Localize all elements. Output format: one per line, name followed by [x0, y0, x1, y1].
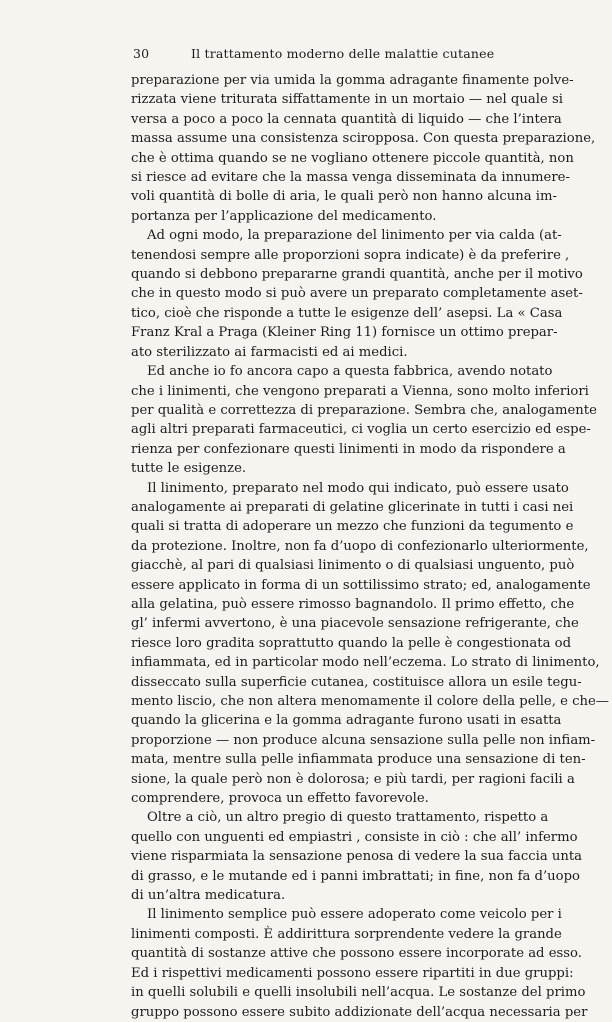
- text-line: da protezione. Inoltre, non fa d’uopo di confezionarlo ulteriormente,: [131, 538, 589, 554]
- text-line: versa a poco a poco la cennata quantità di liquido — che l’intera: [131, 111, 562, 127]
- text-line: quali si tratta di adoperare un mezzo che funzioni da tegumento e: [131, 519, 574, 535]
- text-line: Ed anche io fo ancora capo a questa fabbrica, avendo notato: [147, 364, 553, 380]
- text-line: sione, la quale però non è dolorosa; e più tardi, per ragioni facili a: [131, 771, 575, 787]
- text-line: agli altri preparati farmaceutici, ci voglia un certo esercizio ed espe-: [131, 422, 591, 438]
- text-line: Ed i rispettivi medicamenti possono essere ripartiti in due gruppi:: [131, 965, 574, 981]
- text-line: quello con unguenti ed empiastri , consiste in ciò : che all’ infermo: [131, 829, 578, 845]
- page-number: 30: [133, 46, 150, 61]
- text-line: che in questo modo si può avere un preparato completamente aset-: [131, 286, 583, 302]
- text-line: Franz Kral a Praga (Kleiner Ring 11) fornisce un ottimo prepar-: [131, 325, 558, 341]
- text-line: proporzione — non produce alcuna sensazione sulla pelle non infiam-: [131, 732, 596, 748]
- running-title: Il trattamento moderno delle malattie cutanee: [191, 46, 495, 61]
- text-line: infiammata, ed in particolar modo nell’eczema. Lo strato di linimento,: [131, 655, 600, 671]
- text-line: quando si debbono prepararne grandi quantità, anche per il motivo: [131, 267, 583, 283]
- text-line: in quelli solubili e quelli insolubili nell’acqua. Le sostanze del primo: [131, 985, 586, 1001]
- text-line: tutte le esigenze.: [131, 461, 247, 477]
- text-line: mento liscio, che non altera menomamente il colore della pelle, e che—: [131, 694, 609, 709]
- text-line: quantità di sostanze attive che possono essere incorporate ad esso.: [131, 946, 582, 962]
- text-line: che è ottima quando se ne vogliano ottenere piccole quantità, non: [131, 150, 574, 166]
- text-line: ato sterilizzato ai farmacisti ed ai medici.: [131, 344, 408, 360]
- text-line: linimenti composti. È addirittura sorprendente vedere la grande: [131, 926, 562, 942]
- text-line: rienza per confezionare questi linimenti in modo da rispondere a: [131, 441, 566, 457]
- text-line: comprendere, provoca un effetto favorevole.: [131, 791, 429, 807]
- text-line: quando la glicerina e la gomma adragante furono usati in esatta: [131, 713, 562, 729]
- text-line: alla gelatina, può essere rimosso bagnandolo. Il primo effetto, che: [131, 596, 575, 612]
- text-line: giacchè, al pari di qualsiasi linimento o di qualsiasi unguento, può: [131, 558, 575, 574]
- text-line: tenendosi sempre alle proporzioni sopra indicate) è da preferire ,: [131, 247, 570, 263]
- text-line: si riesce ad evitare che la massa venga disseminata da innumere-: [131, 170, 570, 186]
- text-line: disseccato sulla superficie cutanea, costituisce allora un esile tegu-: [131, 674, 582, 690]
- text-line: di un’altra medicatura.: [131, 888, 286, 904]
- text-line: tico, cioè che risponde a tutte le esigenze dell’ asepsi. La « Casa: [131, 305, 563, 321]
- running-header: [133, 46, 543, 61]
- text-line: analogamente ai preparati di gelatine glicerinate in tutti i casi nei: [131, 499, 574, 515]
- text-line: gruppo possono essere subito addizionate dell’acqua necessaria per: [131, 1004, 588, 1020]
- text-line: Oltre a ciò, un altro pregio di questo trattamento, rispetto a: [147, 810, 549, 826]
- text-line: essere applicato in forma di un sottilissimo strato; ed, analogamente: [131, 577, 591, 593]
- text-line: gl’ infermi avvertono, è una piacevole sensazione refrigerante, che: [131, 616, 579, 632]
- text-line: riesce loro gradita soprattutto quando la pelle è congestionata od: [131, 635, 572, 651]
- text-line: portanza per l’applicazione del medicamento.: [131, 208, 437, 224]
- text-line: rizzata viene triturata siffattamente in un mortaio — nel quale si: [131, 92, 563, 108]
- text-line: mata, mentre sulla pelle infiammata produce una sensazione di ten-: [131, 752, 586, 768]
- text-line: Il linimento semplice può essere adoperato come veicolo per i: [147, 907, 562, 923]
- text-line: di grasso, e le mutande ed i panni imbrattati; in fine, non fa d’uopo: [131, 868, 580, 884]
- text-line: voli quantità di bolle di aria, le quali però non hanno alcuna im-: [131, 189, 557, 205]
- text-line: viene risparmiata la sensazione penosa di vedere la sua faccia unta: [131, 849, 583, 865]
- body-text: [131, 71, 609, 1022]
- text-line: Il linimento, preparato nel modo qui indicato, può essere usato: [147, 480, 569, 496]
- text-line: per qualità e correttezza di preparazione. Sembra che, analogamente: [131, 402, 597, 418]
- text-line: preparazione per via umida la gomma adragante finamente polve-: [131, 73, 574, 88]
- text-line: massa assume una consistenza sciropposa. Con questa preparazione,: [131, 131, 596, 147]
- text-line: che i linimenti, che vengono preparati a Vienna, sono molto inferiori: [131, 383, 589, 399]
- text-line: Ad ogni modo, la preparazione del linimento per via calda (at-: [147, 228, 562, 244]
